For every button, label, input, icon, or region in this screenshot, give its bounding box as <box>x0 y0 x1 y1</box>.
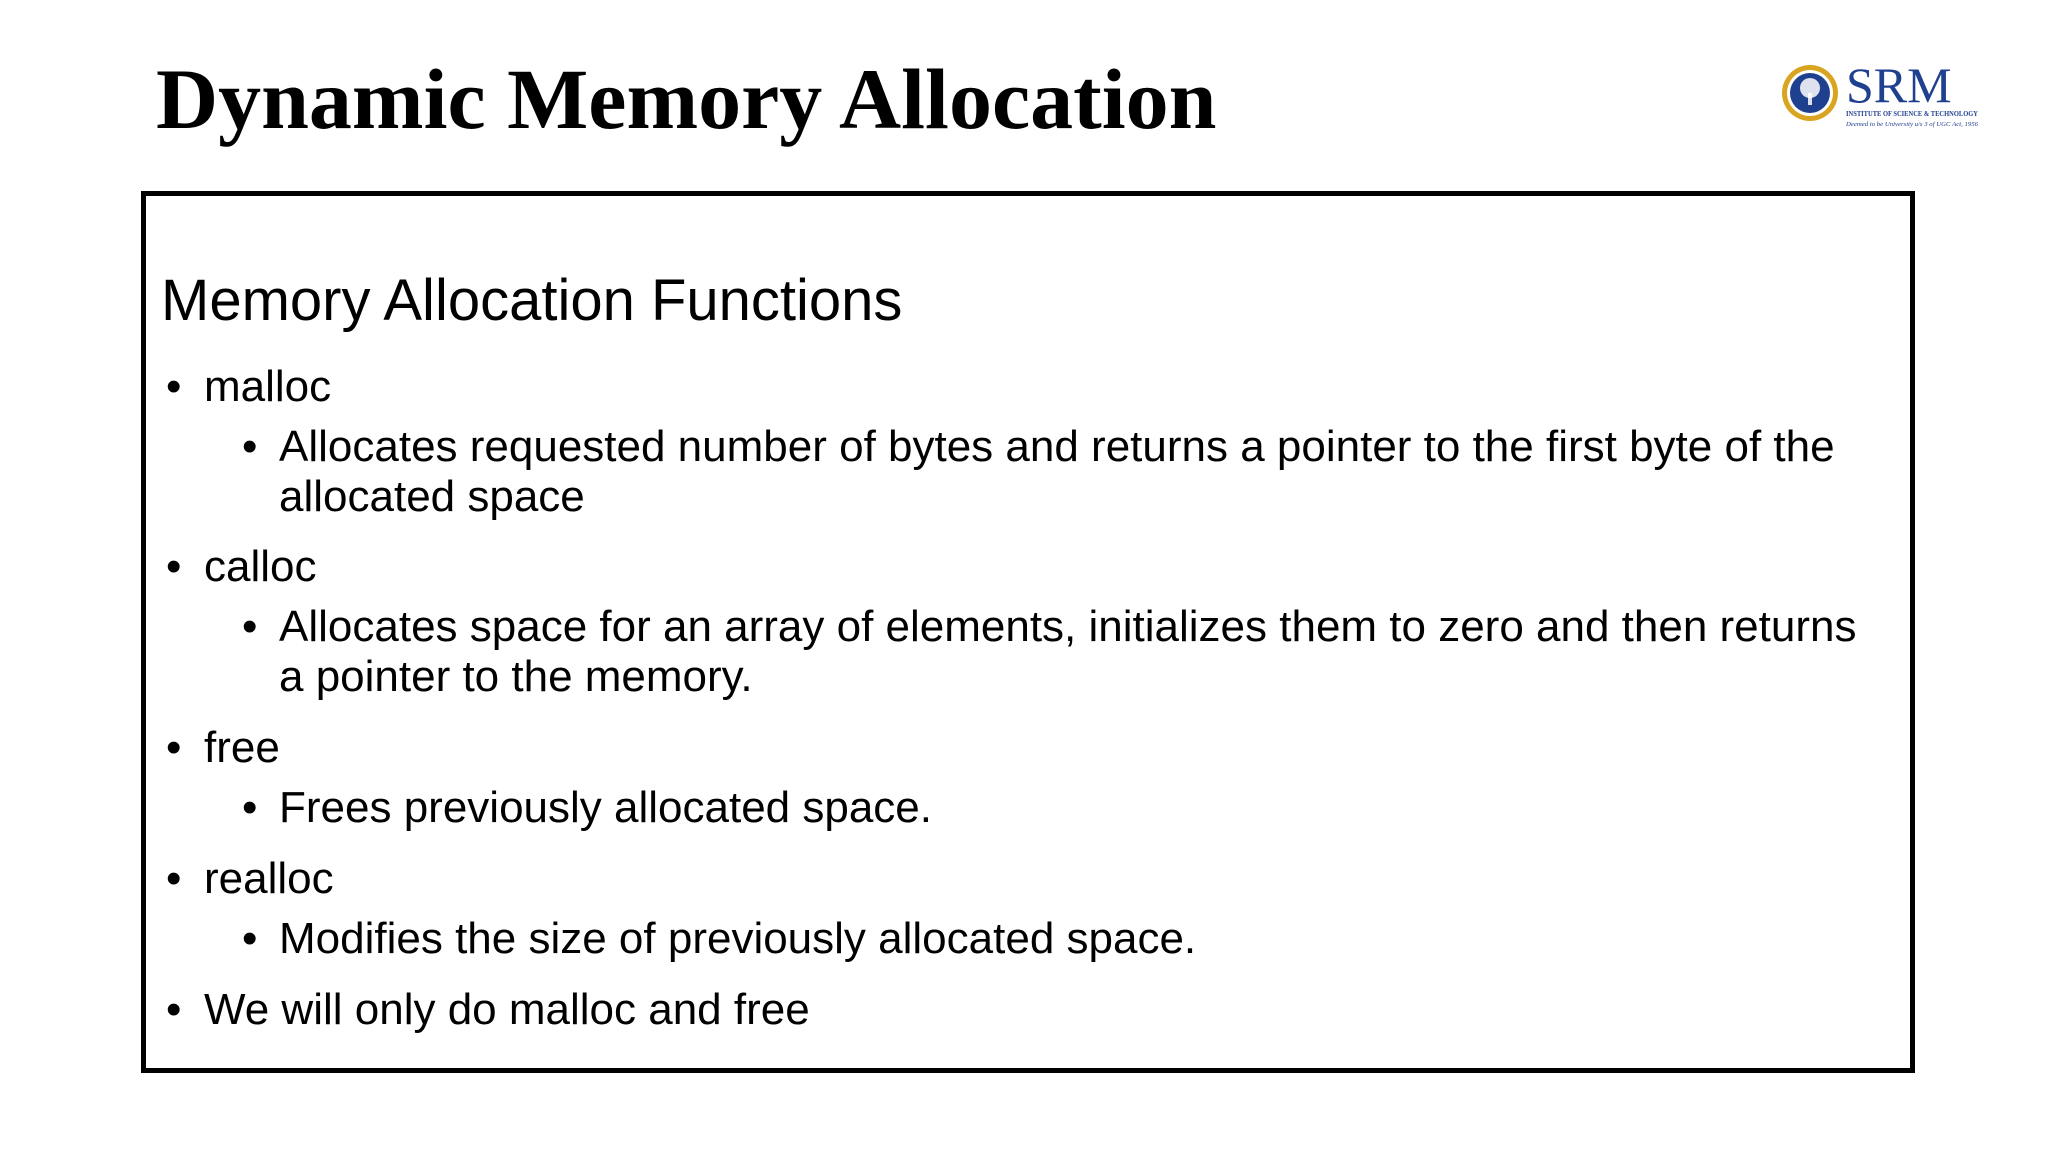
bullet-icon: • <box>166 985 182 1034</box>
bullet-icon: • <box>242 602 258 651</box>
list-item-realloc <box>166 854 334 904</box>
list-item-note <box>166 985 810 1035</box>
bullet-icon: • <box>242 783 258 832</box>
list-subitem-text: Allocates space for an array of elements, initializes them to zero and then returns a pointer to the memory. <box>279 602 1857 701</box>
list-item-free <box>166 723 280 773</box>
list-subitem-calloc <box>242 602 1882 702</box>
bullet-icon: • <box>166 854 182 903</box>
srm-logo <box>1780 60 1980 135</box>
bullet-icon: • <box>166 723 182 772</box>
list-item-label: realloc <box>204 854 334 903</box>
bullet-icon: • <box>242 422 258 471</box>
srm-emblem-icon <box>1782 65 1838 121</box>
logo-tagline: Deemed to be University u/s 3 of UGC Act, 1956 <box>1844 121 1979 128</box>
list-subitem-text: Frees previously allocated space. <box>279 783 932 832</box>
list-item-label: free <box>204 723 280 772</box>
section-heading: Memory Allocation Functions <box>161 268 903 333</box>
list-subitem-text: Allocates requested number of bytes and returns a pointer to the first byte of the allocated space <box>279 422 1835 521</box>
list-item-label: calloc <box>204 542 317 591</box>
slide-title: Dynamic Memory Allocation <box>156 51 1217 147</box>
logo-name: SRM <box>1846 60 1952 113</box>
list-item-malloc <box>166 362 331 412</box>
list-item-calloc <box>166 542 317 592</box>
content-box <box>141 191 1915 1073</box>
list-subitem-text: Modifies the size of previously allocated space. <box>279 914 1197 963</box>
bullet-icon: • <box>242 914 258 963</box>
list-subitem-realloc <box>242 914 1882 964</box>
bullet-icon: • <box>166 362 182 411</box>
bullet-icon: • <box>166 542 182 591</box>
list-subitem-malloc <box>242 422 1882 522</box>
list-item-label: malloc <box>204 362 332 411</box>
list-subitem-free <box>242 783 1882 833</box>
logo-subtitle: INSTITUTE OF SCIENCE & TECHNOLOGY <box>1846 109 1979 118</box>
list-item-label: We will only do malloc and free <box>204 985 810 1034</box>
